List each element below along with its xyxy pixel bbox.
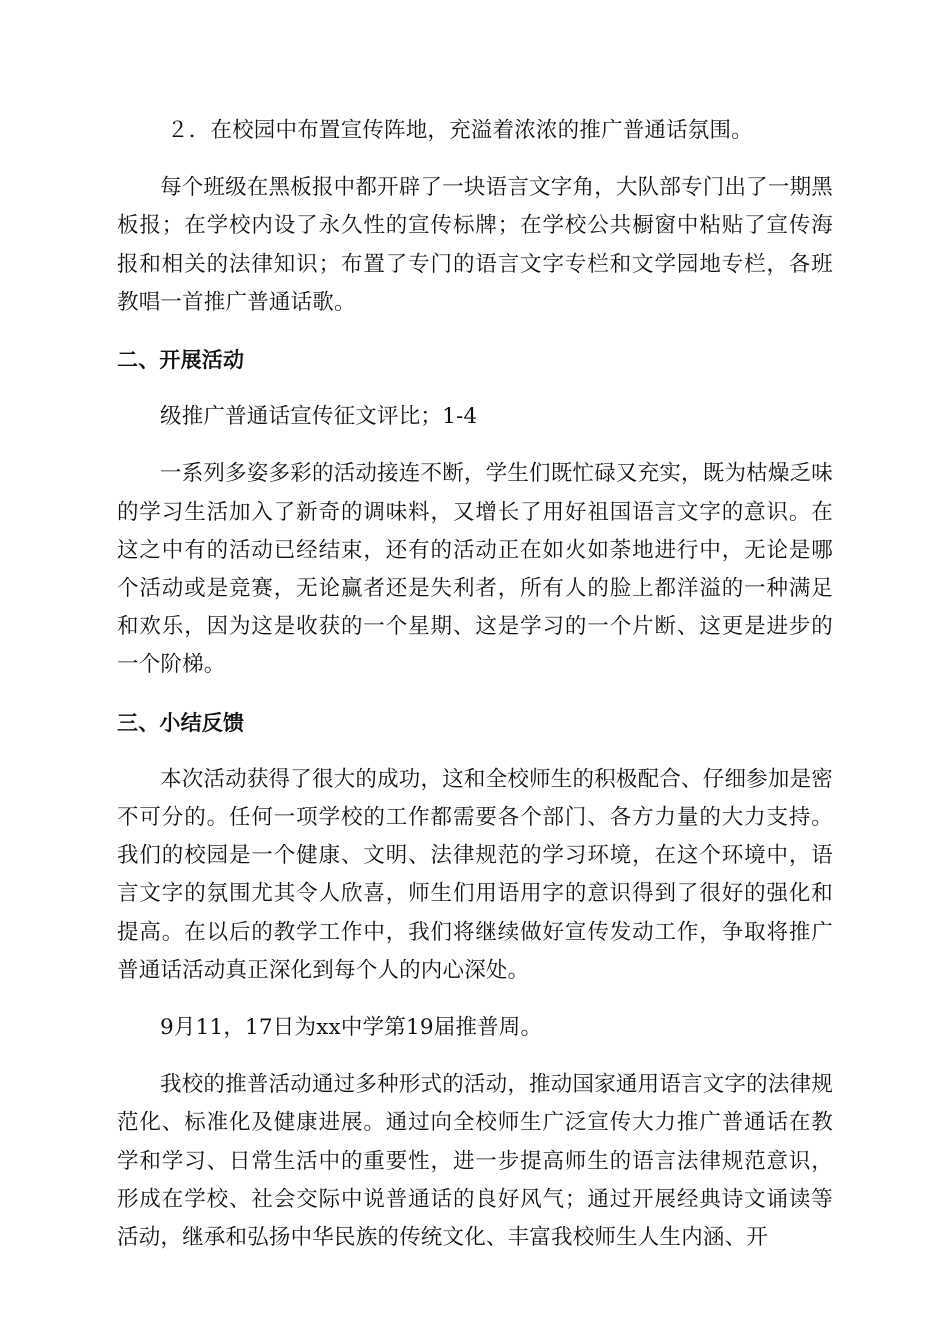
paragraph-essay: 级推广普通话宣传征文评比；1-4 <box>160 404 478 430</box>
list-item-2: ２．在校园中布置宣传阵地，充溢着浓浓的推广普通话氛围。 <box>167 118 753 143</box>
section-heading-2: 二、开展活动 <box>117 348 245 373</box>
document-page <box>117 112 833 1276</box>
paragraph-summary: 本次活动获得了很大的成功，这和全校师生的积极配合、仔细参加是密不可分的。任何一项学校的工作都需要各个部门、各方力量的大力支持。我们的校园是一个健康、文明、法律规范的学习环境，在这个环境中，语言文字的氛围尤其令人欣喜，师生们用语用字的意识得到了很好的强化和提高。在以后的教学工作中，我们将继续做好宣传发动工作，争取将推广普通话活动真正深化到每个人的内心深处。 <box>117 766 833 983</box>
section-heading-3: 三、小结反馈 <box>117 710 245 735</box>
paragraph-intro: 我校的推普活动通过多种形式的活动，推动国家通用语言文字的法律规范化、标准化及健康进展。通过向全校师生广泛宣传大力推广普通话在教学和学习、日常生活中的重要性，进一步提高师生的语言法律规范意识，形成在学校、社会交际中说普通话的良好风气；通过开展经典诗文诵读等活动，继承和弘扬中华民族的传统文化、丰富我校师生人生内涵、开 <box>117 1072 833 1251</box>
paragraph-date: 9月11，17日为xx中学第19届推普周。 <box>160 1015 543 1041</box>
paragraph-activities: 一系列多姿多彩的活动接连不断，学生们既忙碌又充实，既为枯燥乏味的学习生活加入了新奇的调味料，又增长了用好祖国语言文字的意识。在这之中有的活动已经结束，还有的活动正在如火如荼地进行中，无论是哪个活动或是竞赛，无论赢者还是失利者，所有人的脸上都洋溢的一种满足和欢乐，因为这是收获的一个星期、这是学习的一个片断、这更是进步的一个阶梯。 <box>117 461 833 678</box>
paragraph-blackboard: 每个班级在黑板报中都开辟了一块语言文字角，大队部专门出了一期黑板报；在学校内设了永久性的宣传标牌；在学校公共橱窗中粘贴了宣传海报和相关的法律知识；布置了专门的语言文字专栏和文学园地专栏，各班教唱一首推广普通话歌。 <box>117 175 833 315</box>
